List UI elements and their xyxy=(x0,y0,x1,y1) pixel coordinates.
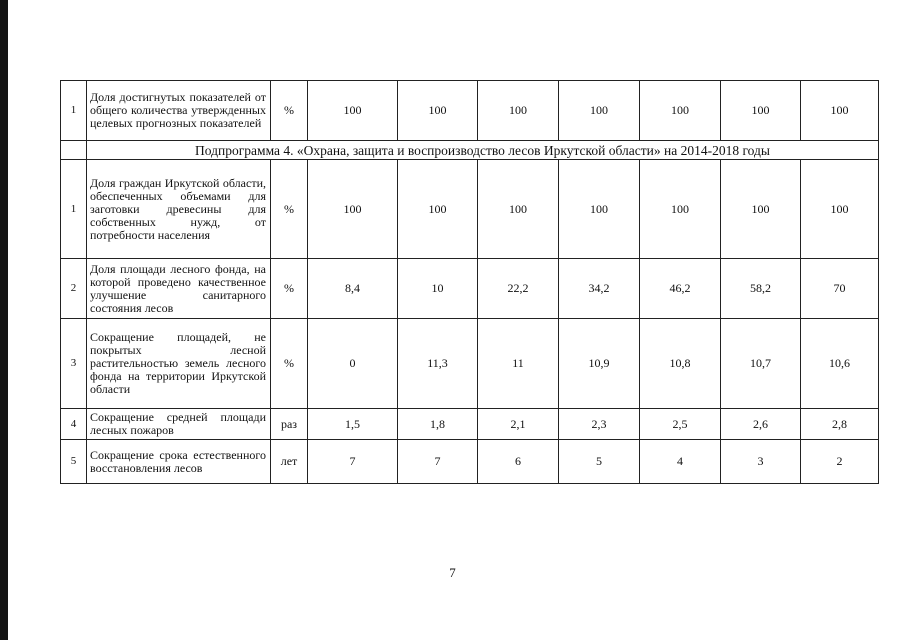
value-cell: 2,1 xyxy=(478,409,559,440)
indicator-name: Сокращение средней площади лесных пожаров xyxy=(87,409,271,440)
value-cell: 100 xyxy=(398,81,478,141)
value-cell: 1,8 xyxy=(398,409,478,440)
value-cell: 10,6 xyxy=(801,319,879,409)
table-row xyxy=(61,409,879,440)
value-cell: 100 xyxy=(308,160,398,259)
subprogram-title: Подпрограмма 4. «Охрана, защита и воспроизводство лесов Иркутской области» на 2014-2018 годы xyxy=(87,141,879,160)
indicator-name: Сокращение срока естественного восстановления лесов xyxy=(87,440,271,484)
indicator-name: Доля граждан Иркутской области, обеспеченных объемами для заготовки древесины для собственных нужд, от потребности населения xyxy=(87,160,271,259)
row-number: 4 xyxy=(61,409,87,440)
value-cell: 2,5 xyxy=(640,409,721,440)
value-cell: 0 xyxy=(308,319,398,409)
table-row xyxy=(61,81,879,141)
value-cell: 2 xyxy=(801,440,879,484)
scan-edge-shadow xyxy=(0,0,8,640)
page-number: 7 xyxy=(449,565,456,580)
subprogram-row xyxy=(61,141,879,160)
value-cell: 100 xyxy=(721,81,801,141)
row-number: 5 xyxy=(61,440,87,484)
value-cell: 3 xyxy=(721,440,801,484)
value-cell: 7 xyxy=(308,440,398,484)
value-cell: 100 xyxy=(640,81,721,141)
value-cell: 10,9 xyxy=(559,319,640,409)
value-cell: 100 xyxy=(640,160,721,259)
unit-cell: % xyxy=(271,81,308,141)
value-cell: 100 xyxy=(398,160,478,259)
value-cell: 6 xyxy=(478,440,559,484)
unit-cell: % xyxy=(271,160,308,259)
unit-cell: % xyxy=(271,259,308,319)
value-cell: 11,3 xyxy=(398,319,478,409)
value-cell: 10 xyxy=(398,259,478,319)
value-cell: 22,2 xyxy=(478,259,559,319)
value-cell: 100 xyxy=(559,160,640,259)
value-cell: 5 xyxy=(559,440,640,484)
table-row xyxy=(61,259,879,319)
value-cell: 100 xyxy=(559,81,640,141)
row-number: 2 xyxy=(61,259,87,319)
table-row xyxy=(61,440,879,484)
value-cell: 100 xyxy=(478,81,559,141)
table-row xyxy=(61,319,879,409)
value-cell: 100 xyxy=(308,81,398,141)
value-cell: 10,7 xyxy=(721,319,801,409)
value-cell: 4 xyxy=(640,440,721,484)
empty-number-cell xyxy=(61,141,87,160)
value-cell: 2,6 xyxy=(721,409,801,440)
value-cell: 2,3 xyxy=(559,409,640,440)
indicator-name: Доля площади лесного фонда, на которой проведено качественное улучшение санитарного состояния лесов xyxy=(87,259,271,319)
value-cell: 100 xyxy=(721,160,801,259)
value-cell: 2,8 xyxy=(801,409,879,440)
unit-cell: лет xyxy=(271,440,308,484)
value-cell: 58,2 xyxy=(721,259,801,319)
unit-cell: раз xyxy=(271,409,308,440)
value-cell: 8,4 xyxy=(308,259,398,319)
value-cell: 10,8 xyxy=(640,319,721,409)
value-cell: 34,2 xyxy=(559,259,640,319)
value-cell: 100 xyxy=(801,160,879,259)
table-row xyxy=(61,160,879,259)
value-cell: 46,2 xyxy=(640,259,721,319)
row-number: 1 xyxy=(61,81,87,141)
indicator-name: Доля достигнутых показателей от общего количества утвержденных целевых прогнозных показателей xyxy=(87,81,271,141)
value-cell: 1,5 xyxy=(308,409,398,440)
value-cell: 7 xyxy=(398,440,478,484)
value-cell: 100 xyxy=(478,160,559,259)
value-cell: 100 xyxy=(801,81,879,141)
indicators-table xyxy=(60,80,879,484)
indicator-name: Сокращение площадей, не покрытых лесной растительностью земель лесного фонда на территории Иркутской области xyxy=(87,319,271,409)
value-cell: 11 xyxy=(478,319,559,409)
value-cell: 70 xyxy=(801,259,879,319)
row-number: 3 xyxy=(61,319,87,409)
unit-cell: % xyxy=(271,319,308,409)
row-number: 1 xyxy=(61,160,87,259)
